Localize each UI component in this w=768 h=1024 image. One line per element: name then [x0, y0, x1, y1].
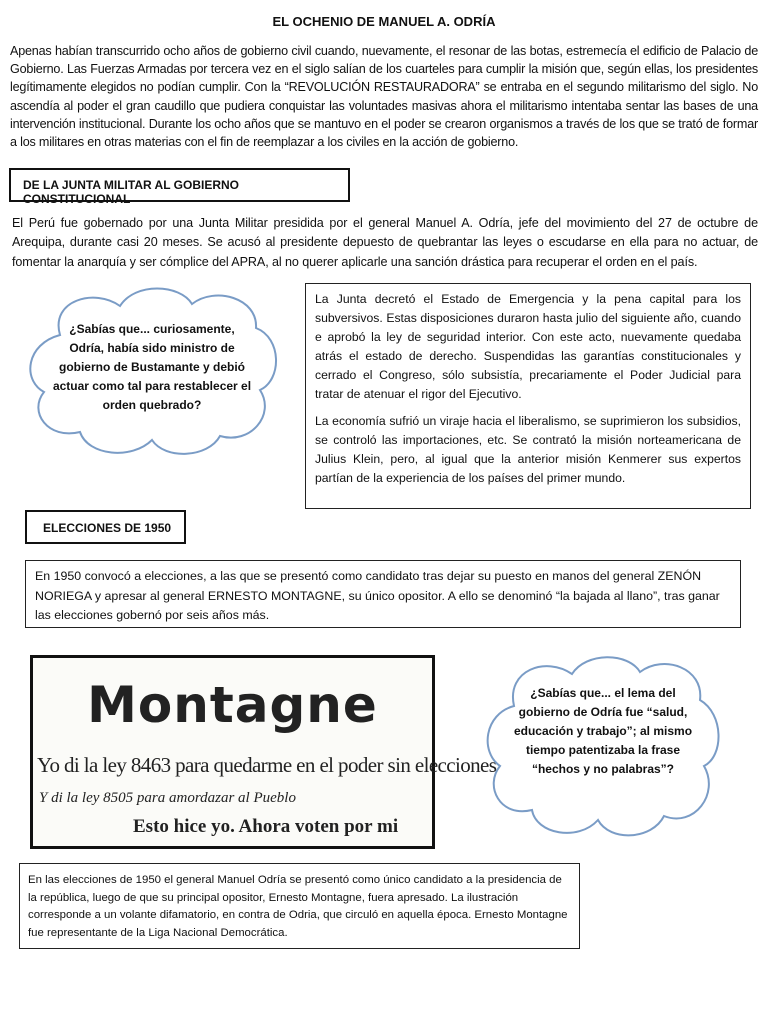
flyer-line-3: Esto hice yo. Ahora voten por mi [133, 816, 399, 837]
cloud-text-left: ¿Sabías que... curiosamente, Odría, había sido ministro de gobierno de Bustamante y debió actuar como tal para restablecer el orden quebrado? [52, 322, 252, 412]
junta-box-paragraph-2: La economía sufrió un viraje hacia el liberalismo, se suprimieron los subsidios, se controló las importaciones, etc. Se contrató la misión norteamericana de Julius Klein, pero, al igual que la anterior misión Kenmerer sus expertos partían de la experiencia de los países del primer mundo. [315, 414, 741, 485]
section-heading-elecciones: ELECCIONES DE 1950 [25, 510, 186, 544]
montagne-flyer-image [30, 655, 497, 849]
flyer-line-1: Yo di la ley 8463 para quedarme en el poder sin elecciones [37, 753, 497, 777]
elecciones-box: En 1950 convocó a elecciones, a las que se presentó como candidato tras dejar su puesto en manos del general ZENÓN NORIEGA y apresar al general ERNESTO MONTAGNE, su único opositor. A ello se denominó “la bajada al llano”, tras ganar las elecciones gobernó por seis años más. [25, 560, 741, 628]
junta-box [305, 283, 751, 509]
junta-paragraph: El Perú fue gobernado por una Junta Militar presidida por el general Manuel A. Odría, jefe del movimiento del 27 de octubre de Arequipa, durante casi 20 meses. Se acusó al presidente depuesto de quebrantar las leyes o escudarse en ella para no actuar, de fomentar la anarquía y ser cómplice del APRA, al no querer aplicarle una sanción drástica para recuperar el orden en el país. [12, 216, 758, 269]
cloud-text-right: ¿Sabías que... el lema del gobierno de Odría fue “salud, educación y trabajo”; al mismo tiempo patentizaba la frase “hechos y no palabras”? [513, 686, 693, 776]
junta-box-paragraph-1: La Junta decretó el Estado de Emergencia y la pena capital para los subversivos. Estas disposiciones duraron hasta julio del siguiente año, cuando e aprobó la ley de seguridad interior. Con este acto, nuevamente quedaba atrás el estado de derecho. Suspendidas las garantías constitucionales y cerrado el Congreso, sólo subsistía, precariamente el Poder Judicial para tratar de atenuar el rigor del Ejecutivo. [315, 292, 741, 401]
section-heading-junta: DE LA JUNTA MILITAR AL GOBIERNO CONSTITUCIONAL [9, 168, 350, 202]
intro-paragraph: Apenas habían transcurrido ocho años de gobierno civil cuando, nuevamente, el resonar de las botas, estremecía el edificio de Palacio de Gobierno. Las Fuerzas Armadas por tercera vez en el siglo salían de los cuarteles para cumplir la misión que, según ellas, los presidentes legítimamente elegidos no podían cumplir. Con la “REVOLUCIÓN RESTAURADORA” se entraba en el segundo militarismo del siglo. No ascendía al poder el gran caudillo que pudiera conquistar las voluntades masivas ahora el militarismo intentaba sentar las bases de una intervención institucional. Durante los ocho años que se mantuvo en el poder se crearon organismos a través de los que se trató de formar a los militares en otras materias con el fin de reemplazar a los civiles en la acción de gobierno. [10, 44, 758, 150]
flyer-headline: Montagne [87, 676, 378, 734]
flyer-caption-box: En las elecciones de 1950 el general Manuel Odría se presentó como único candidato a la presidencia de la república, luego de que su principal opositor, Ernesto Montagne, fuera apresado. La ilustración corresponde a un volante difamatorio, en contra de Odria, que circuló en aquella época. Ernesto Montagne fue representante de la Liga Nacional Democrática. [19, 863, 580, 949]
page-title: EL OCHENIO DE MANUEL A. ODRÍA [272, 14, 496, 29]
flyer-line-2: Y di la ley 8505 para amordazar al Pueblo [39, 790, 296, 806]
